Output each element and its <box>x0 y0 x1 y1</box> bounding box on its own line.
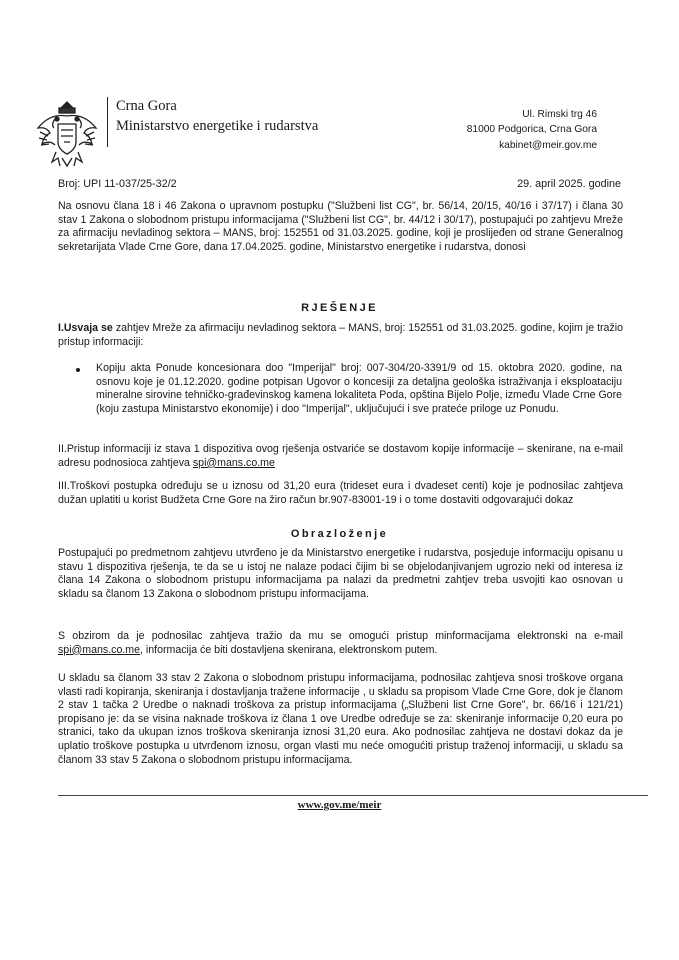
address-street: Ul. Rimski trg 46 <box>522 109 597 120</box>
coat-of-arms-icon <box>34 100 100 170</box>
document-date: 29. april 2025. godine <box>517 178 621 190</box>
point-one-lead: I.Usvaja se <box>58 322 113 334</box>
header-divider <box>107 97 108 147</box>
requested-document-item: Kopiju akta Ponude koncesionara doo "Imperijal" broj: 007-304/20-3391/9 od 15. oktobra 2020. godine, na osnovu koje je 01.12.2020. godine potpisan Ugovor o koncesiji za detaljna geološka istraživanja i eksploataciju mineralne sirovine tehničko-građevinskog kamena lokaliteta Poda, opština Bijelo Polje, između Vlade Crne Gore (koju zastupa Ministarstvo ekonomije) i doo "Imperijal", uključujući i sve prateće priloge uz Ponudu. <box>96 362 622 415</box>
bullet-dot <box>76 368 80 372</box>
reasoning-paragraph-1: Postupajući po predmetnom zahtjevu utvrđeno je da Ministarstvo energetike i rudarstva, posjeduje informaciju opisanu u stavu 1 dispozitiva rješenja, te da se u istoj ne nalaze podaci čijim bi se objelodanjivanjem ugrozio neki od interesa iz člana 14 Zakona o slobodnom pristupu informacijama pa nalazi da predmetni zahtjev treba usvojiti kao osnovan u skladu sa članom 13 Zakona o slobodnom pristupu informacijama. <box>58 547 623 600</box>
point-two-lead: II. <box>58 443 67 455</box>
point-three <box>58 480 623 507</box>
applicant-email-link[interactable]: spi@mans.co.me <box>192 456 275 469</box>
address-city: 81000 Podgorica, Crna Gora <box>466 124 597 136</box>
reasoning-title: Obrazloženje <box>290 528 389 540</box>
intro-paragraph: Na osnovu člana 18 i 46 Zakona o upravnom postupku ("Službeni list CG", br. 56/14, 20/15, 40/16 i 37/17) i člana 30 stav 1 Zakona o slobodnom pristupu informacijama ("Službeni list CG", br. 44/12 i 30/17), postupajući po zahtjevu Mreže za afirmaciju nevladinog sektora – MANS, broj: 152551 od 31.03.2025. godine, koji je proslijeđen od strane Generalnog sekretarijata Vlade Crne Gore, dana 17.04.2025. godine, Ministarstvo energetike i rudarstva, donosi <box>58 200 623 253</box>
reasoning-paragraph-2-text-b: , informacija će biti dostavljena skenirana, elektronskom putem. <box>140 643 438 656</box>
reasoning-paragraph-2-text-a: S obzirom da je podnosilac zahtjeva tražio da mu se omogući pristup minformacijama elektronski na e-mail <box>58 630 623 642</box>
point-three-lead: III. <box>58 480 70 492</box>
reasoning-paragraph-2 <box>58 630 623 657</box>
country-name: Crna Gora <box>116 98 177 114</box>
reasoning-email-link[interactable]: spi@mans.co.me <box>58 643 140 656</box>
decision-title: RJEŠENJE <box>301 302 378 314</box>
point-two <box>58 443 623 470</box>
address-block <box>467 107 597 153</box>
point-three-text: Troškovi postupka određuju se u iznosu od 31,20 eura (trideset eura i dvadeset centi) koje je podnosilac zahtjeva dužan uplatiti u korist Budžeta Crne Gore na žiro račun br.907-83001-19 i o tome dostaviti odgovarajući dokaz <box>58 480 623 506</box>
point-two-text: Pristup informaciji iz stava 1 dispozitiva ovog rješenja ostvariće se dostavom kopije informacije – skenirane, na e-mail adresu podnosioca zahtjeva <box>58 443 623 469</box>
address-email: kabinet@meir.gov.me <box>499 139 597 151</box>
footer-divider <box>58 795 648 796</box>
footer-url-link[interactable]: www.gov.me/meir <box>297 799 382 811</box>
reasoning-paragraph-3: U skladu sa članom 33 stav 2 Zakona o slobodnom pristupu informacijama, podnosilac zahtjeva snosi troškove organa vlasti radi kopiranja, skeniranja i dostavljanja tražene informacije , u skladu sa propisom Vlade Crne Gore, dok je članom 2 stav 1 tačka 2 Uredbe o naknadi troškova za pristup informacijama („Službeni list Crne Gore", br. 66/16 i 121/21) propisano je: da se visina naknade troškova iz člana 1 ove Uredbe određuje se za: skeniranje informacije 0,20 eura po stranici, tako da ukupan iznos troškova skeniranja iznosi 31,20 eura. Ako podnosilac zahtjeva ne dostavi dokaz da je uplatio troškove postupka u utvrđenom iznosu, organ vlasti mu neće omogućiti pristup traženoj informaciji, u skladu sa članom 33 stav 5 Zakona o slobodnom pristupu informacijama. <box>58 672 623 766</box>
point-one-text: zahtjev Mreže za afirmaciju nevladinog sektora – MANS, broj: 152551 od 31.03.2025. godine, kojim je tražio pristup informaciji: <box>58 322 623 348</box>
ministry-name: Ministarstvo energetike i rudarstva <box>116 118 319 134</box>
point-one <box>58 322 623 349</box>
document-number: Broj: UPI 11-037/25-32/2 <box>58 178 177 190</box>
